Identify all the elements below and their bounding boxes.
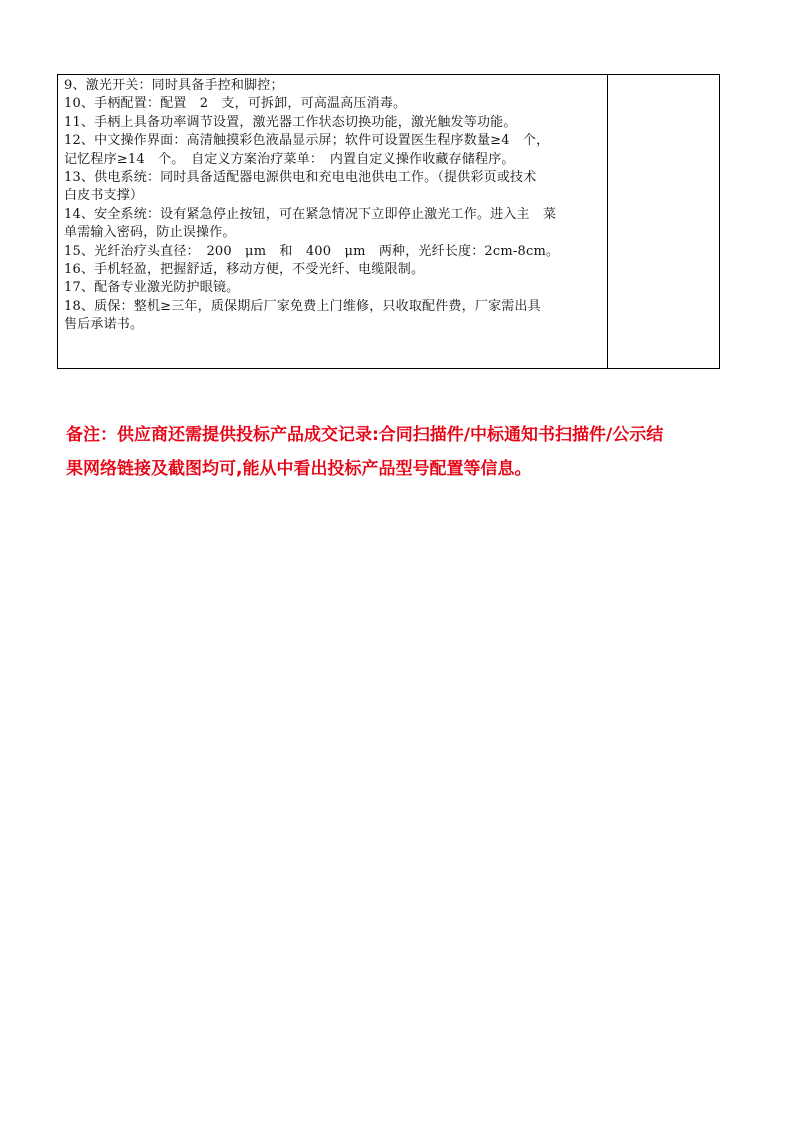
spec-requirements-cell xyxy=(58,75,608,368)
spec-line: 16、手机轻盈，把握舒适，移动方便，不受光纤、电缆限制。 xyxy=(64,262,425,278)
spec-line: 14、安全系统：设有紧急停止按钮，可在紧急情况下立即停止激光工作。进入主 菜 xyxy=(64,206,557,222)
spec-line: 11、手柄上具备功率调节设置，激光器工作状态切换功能，激光触发等功能。 xyxy=(64,114,517,130)
spec-line: 10、手柄配置：配置 2 支，可拆卸，可高温高压消毒。 xyxy=(64,96,407,112)
spec-line: 9、激光开关：同时具备手控和脚控； xyxy=(64,78,284,93)
remark-note xyxy=(66,418,746,486)
spec-line: 18、质保：整机≥三年，质保期后厂家免费上门维修，只收取配件费，厂家需出具 xyxy=(64,298,541,314)
spec-line: 售后承诺书。 xyxy=(64,317,144,333)
spec-line: 15、光纤治疗头直径： 200 μm 和 400 μm 两种，光纤长度：2cm-8cm。 xyxy=(64,243,560,259)
spec-line: 单需输入密码，防止误操作。 xyxy=(64,225,236,241)
spec-line: 记忆程序≥14 个。 自定义方案治疗菜单： 内置自定义操作收藏存储程序。 xyxy=(64,151,515,167)
remark-line-2: 果网络链接及截图均可,能从中看出投标产品型号配置等信息。 xyxy=(66,459,532,479)
spec-line: 13、供电系统：同时具备适配器电源供电和充电电池供电工作。（提供彩页或技术 xyxy=(64,170,537,186)
spec-empty-cell xyxy=(608,75,719,368)
spec-table xyxy=(57,74,720,369)
spec-line: 白皮书支撑） xyxy=(64,188,144,204)
spec-line: 17、配备专业激光防护眼镜。 xyxy=(64,280,240,296)
remark-line-1: 备注：供应商还需提供投标产品成交记录:合同扫描件/中标通知书扫描件/公示结 xyxy=(66,425,664,445)
spec-line: 12、中文操作界面：高清触摸彩色液晶显示屏；软件可设置医生程序数量≥4 个， xyxy=(64,133,550,149)
